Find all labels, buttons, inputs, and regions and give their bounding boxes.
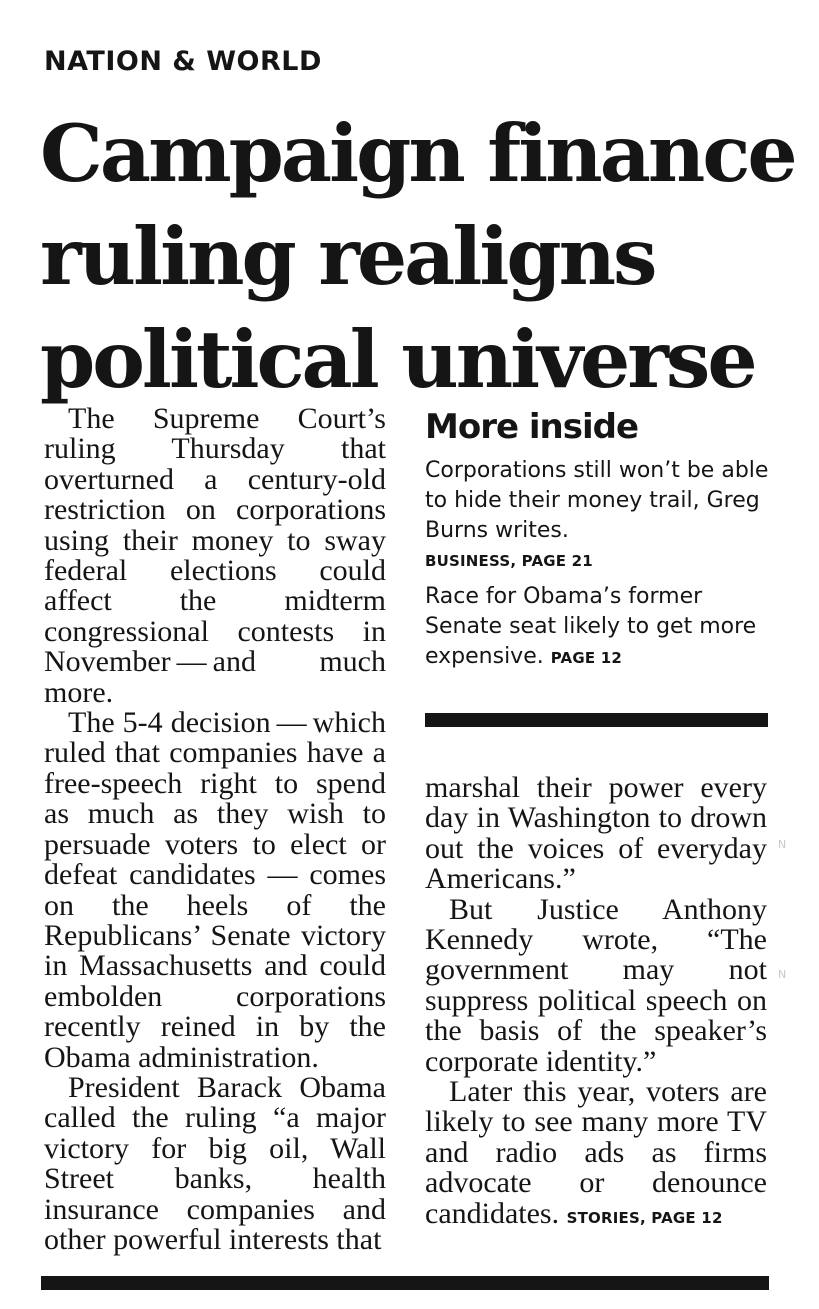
article-paragraph: But Justice Anthony Kennedy wrote, “The government may not suppress political speech on the basis of the speaker’s corporate identity.” (425, 892, 767, 1078)
margin-mark: N (778, 838, 787, 851)
more-inside-item-text: Race for Obama’s former Senate seat likely to get more expensive. (425, 584, 757, 669)
bottom-rule (41, 1276, 769, 1290)
margin-mark: N (778, 968, 787, 981)
more-inside-item: Corporations still won’t be able to hide their money trail, Greg Burns writes. (425, 458, 769, 543)
more-inside-item (425, 582, 770, 673)
headline (40, 102, 800, 411)
article-paragraph (425, 1077, 767, 1233)
more-inside-box (425, 406, 770, 673)
article-column-right (425, 773, 767, 1233)
headline-line-2: ruling realigns (40, 210, 655, 303)
article-paragraph: The 5-4 decision — which ruled that companies have a free-speech right to spend as much as they wish to persuade voters to elect or defeat candidates — comes on the heels of the Republicans’ Senate victory in Massachusetts and could embolden corporations recently reined in by the Obama administration. (44, 706, 386, 1074)
article-paragraph: President Barack Obama called the ruling “a major victory for big oil, Wall Street banks, health insurance companies and other powerful interests that (44, 1070, 386, 1256)
article-paragraph: The Supreme Court’s ruling Thursday that overturned a century-old restriction on corporations using their money to sway federal elections could affect the midterm congressional contests in November — and much more. (44, 402, 386, 709)
headline-line-1: Campaign finance (40, 107, 795, 200)
section-divider (425, 713, 768, 727)
article-paragraph-text: Later this year, voters are likely to see many more TV and radio ads as firms advocate or denounce candidates. (425, 1075, 767, 1230)
more-inside-ref[interactable]: PAGE 12 (550, 649, 623, 667)
stories-ref[interactable]: STORIES, PAGE 12 (566, 1208, 723, 1227)
article-paragraph: marshal their power every day in Washington to drown out the voices of everyday Americans.” (425, 771, 767, 896)
more-inside-ref[interactable]: BUSINESS, PAGE 21 (425, 552, 593, 570)
more-inside-title: More inside (425, 407, 639, 447)
article-column-left (44, 404, 386, 1255)
section-label: NATION & WORLD (44, 46, 322, 77)
headline-line-3: political universe (40, 313, 755, 406)
